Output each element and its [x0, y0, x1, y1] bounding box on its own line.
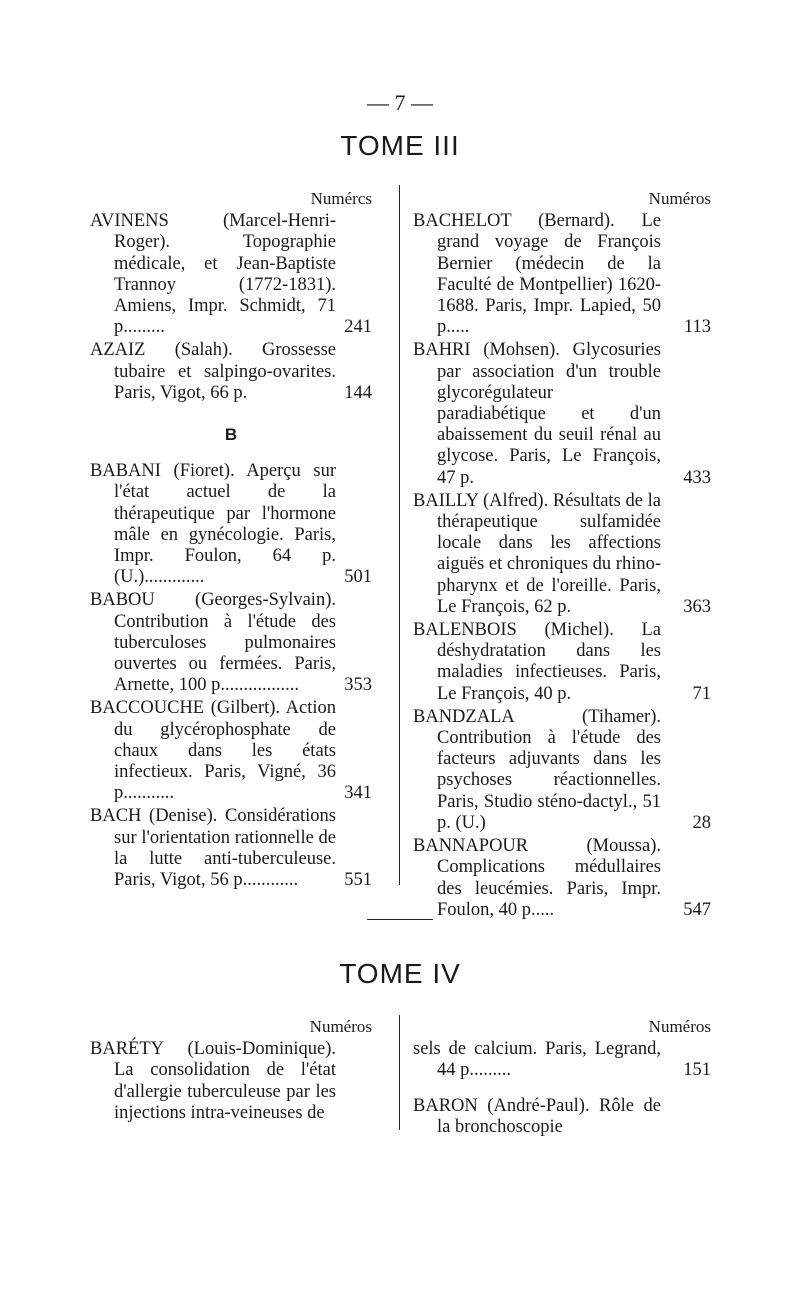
numeros-header: Numéros [648, 1017, 711, 1036]
index-entry [90, 211, 372, 338]
entry-text: BANNAPOUR (Moussa). Complications médullaires des leucémies. Paris, Impr. Foulon, 40 p..... [413, 836, 661, 920]
entry-text: BACCOUCHE (Gilbert). Action du glycérophosphate de chaux dans les états infectieux. Paris, Vigné, 36 p........... [90, 698, 336, 804]
entry-text: BARON (André-Paul). Rôle de la bronchoscopie [413, 1095, 661, 1137]
entry-number: 113 [680, 317, 711, 338]
entry-number: 433 [679, 468, 711, 489]
entry-number: 353 [340, 675, 372, 696]
entry-number: 151 [679, 1060, 711, 1081]
entry-number: 28 [689, 813, 712, 834]
index-entry [413, 836, 711, 921]
index-entry [90, 590, 372, 696]
entry-text: BANDZALA (Tihamer). Contribution à l'étude des facteurs adjuvants dans les psychoses réactionnelles. Paris, Studio sténo-dactyl., 51 p. (U.) [413, 706, 661, 833]
entry-text: BABANI (Fioret). Aperçu sur l'état actuel de la thérapeutique par l'hormone mâle en gynécologie. Paris, Impr. Foulon, 64 p. (U.)............. [90, 461, 336, 588]
entry-number: 341 [340, 783, 372, 804]
index-entry [413, 1096, 711, 1138]
entry-text: BACH (Denise). Considérations sur l'orientation rationnelle de la lutte anti-tuberculeuse. Paris, Vigot, 56 p............ [90, 806, 336, 891]
section-letter: B [224, 425, 238, 445]
index-entry [413, 211, 711, 338]
tome-3-right-column [413, 188, 711, 923]
index-entry [413, 491, 711, 618]
page-number: — 7 — [367, 90, 433, 115]
index-entry [90, 1039, 372, 1124]
entry-text: BALENBOIS (Michel). La déshydratation dans les maladies infectieuses. Paris, Le François, 40 p. [413, 620, 661, 704]
entry-text: BABOU (Georges-Sylvain). Contribution à l'étude des tuberculoses pulmonaires ouvertes ou fermées. Paris, Arnette, 100 p................. [90, 590, 336, 696]
entry-number: 144 [340, 383, 372, 404]
index-entry [413, 1039, 711, 1081]
column-divider [399, 1015, 400, 1130]
entry-text: AVINENS (Marcel-Henri-Roger). Topographie médicale, et Jean-Baptiste Trannoy (1772-1831). Amiens, Impr. Schmidt, 71 p......... [90, 211, 336, 338]
entry-number: 71 [689, 684, 712, 705]
entry-number: 547 [679, 900, 711, 921]
index-entry [90, 461, 372, 588]
index-entry [413, 620, 711, 705]
entry-text: BAILLY (Alfred). Résultats de la thérapeutique sulfamidée locale dans les affections aiguës et chroniques du rhino-pharynx et de l'oreille. Paris, Le François, 62 p. [413, 490, 661, 617]
entry-number: 241 [340, 317, 372, 338]
entry-number: 501 [340, 567, 372, 588]
index-entry [90, 698, 372, 804]
numeros-header: Numéros [309, 1017, 372, 1036]
entry-text: BARÉTY (Louis-Dominique). La consolidation de l'état d'allergie tuberculeuse par les injections intra-veineuses de [90, 1039, 336, 1123]
section-divider [367, 919, 433, 920]
index-entry [90, 806, 372, 891]
entry-number: 363 [679, 597, 711, 618]
tome-4-right-column [413, 1016, 711, 1140]
index-entry [413, 340, 711, 488]
entry-text: AZAIZ (Salah). Grossesse tubaire et salpingo-ovarites. Paris, Vigot, 66 p. [90, 340, 336, 403]
entry-text: BACHELOT (Bernard). Le grand voyage de François Bernier (médecin de la Faculté de Montpellier) 1620-1688. Paris, Impr. Lapied, 50 p..... [413, 211, 661, 338]
entry-text: BAHRI (Mohsen). Glycosuries par association d'un trouble glycorégulateur paradiabétique et d'un abaissement du seuil rénal au glycose. Paris, Le François, 47 p. [413, 340, 661, 488]
tome-4-title: TOME IV [339, 958, 461, 989]
index-entry [90, 340, 372, 404]
numeros-header: Numéros [648, 189, 711, 208]
numeros-header: Numércs [310, 189, 372, 208]
index-entry [413, 707, 711, 834]
entry-number: 551 [340, 870, 372, 891]
column-divider [399, 185, 400, 885]
entry-text: sels de calcium. Paris, Legrand, 44 p......... [413, 1039, 661, 1081]
tome-3-left-column [90, 188, 372, 893]
tome-4-left-column [90, 1016, 372, 1126]
tome-3-title: TOME III [340, 130, 460, 161]
